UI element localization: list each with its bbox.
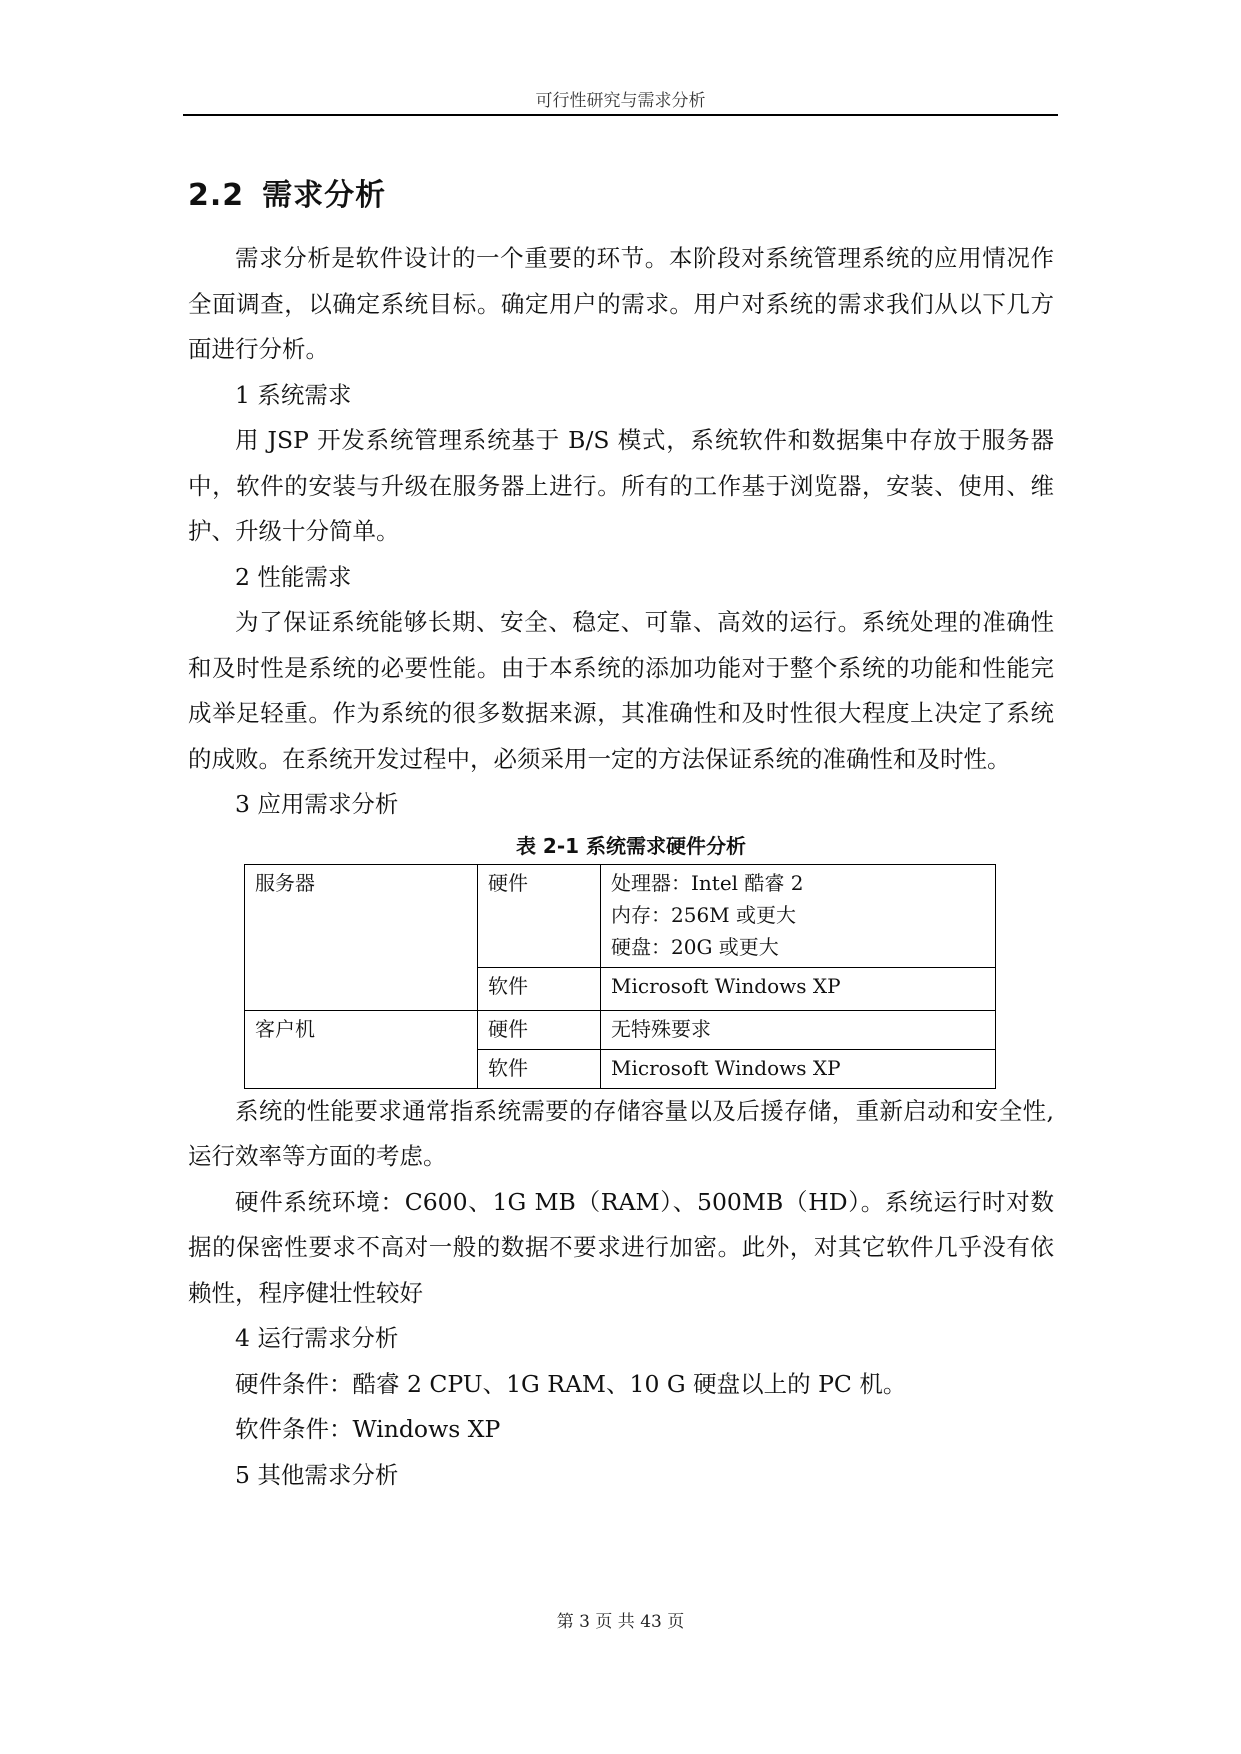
- document-body: [188, 236, 1054, 1498]
- paragraph-performance-requirements: 系统的性能要求通常指系统需要的存储容量以及后援存储，重新启动和安全性,运行效率等方面的考虑。: [188, 1096, 1054, 1170]
- cell-server-sw-label: 软件: [478, 967, 601, 1010]
- header-rule: [183, 114, 1058, 116]
- cell-client-hw-value: 无特殊要求: [601, 1010, 996, 1049]
- cell-server: 服务器: [245, 864, 478, 1010]
- subheading-runtime: 4 运行需求分析: [235, 1324, 399, 1352]
- cell-client-sw-label: 软件: [478, 1049, 601, 1088]
- page-header-title: 可行性研究与需求分析: [535, 91, 706, 111]
- subheading-other: 5 其他需求分析: [235, 1460, 399, 1489]
- paragraph-intro: 需求分析是软件设计的一个重要的环节。本阶段对系统管理系统的应用情况作全面调查，以确定系统目标。确定用户的需求。用户对系统的需求我们从以下几方面进行分析。: [188, 244, 1054, 363]
- cell-client-sw-value: Microsoft Windows XP: [601, 1049, 996, 1088]
- section-heading: [188, 170, 386, 214]
- cell-server-hw-value: [601, 864, 996, 967]
- cell-client-hw-label: 硬件: [478, 1010, 601, 1049]
- paragraph-hardware-environment: 硬件系统环境：C600、1G MB（RAM）、500MB（HD）。系统运行时对数据的保密性要求不高对一般的数据不要求进行加密。此外，对其它软件几乎没有依赖性，程序健壮性较好: [188, 1187, 1054, 1307]
- server-disk: 硬盘：20G 或更大: [611, 934, 779, 959]
- subheading-system-requirements: 1 系统需求: [235, 380, 352, 409]
- section-title: 需求分析: [262, 178, 387, 213]
- cell-server-hw-label: 硬件: [478, 864, 601, 967]
- server-memory: 内存：256M 或更大: [611, 902, 797, 927]
- cell-server-sw-value: [601, 967, 996, 1010]
- server-cpu: 处理器：Intel 酷睿 2: [611, 870, 804, 895]
- paragraph-system-requirements: 用 JSP 开发系统管理系统基于 B/S 模式，系统软件和数据集中存放于服务器中，软件的安装与升级在服务器上进行。所有的工作基于浏览器，安装、使用、维护、升级十分简单。: [188, 426, 1054, 545]
- table-row: [245, 1010, 996, 1049]
- table-row: [245, 864, 996, 967]
- server-os: Microsoft Windows XP: [611, 973, 841, 998]
- table-caption: 表 2-1 系统需求硬件分析: [515, 833, 747, 858]
- subheading-application: 3 应用需求分析: [235, 790, 399, 818]
- paragraph-software-conditions: 软件条件：Windows XP: [235, 1415, 501, 1443]
- paragraph-performance: 为了保证系统能够长期、安全、稳定、可靠、高效的运行。系统处理的准确性和及时性是系统的必要性能。由于本系统的添加功能对于整个系统的功能和性能完成举足轻重。作为系统的很多数据来源，其准确性和及时性很大程度上决定了系统的成败。在系统开发过程中，必须采用一定的方法保证系统的准确性和及时性。: [188, 608, 1054, 773]
- subheading-performance: 2 性能需求: [235, 562, 352, 591]
- hardware-requirements-table: [244, 864, 996, 1089]
- paragraph-hardware-conditions: 硬件条件：酷睿 2 CPU、1G RAM、10 G 硬盘以上的 PC 机。: [235, 1369, 907, 1398]
- cell-client: 客户机: [245, 1010, 478, 1088]
- section-number: 2.2: [188, 178, 245, 213]
- page-footer: 第 3 页 共 43 页: [556, 1612, 685, 1632]
